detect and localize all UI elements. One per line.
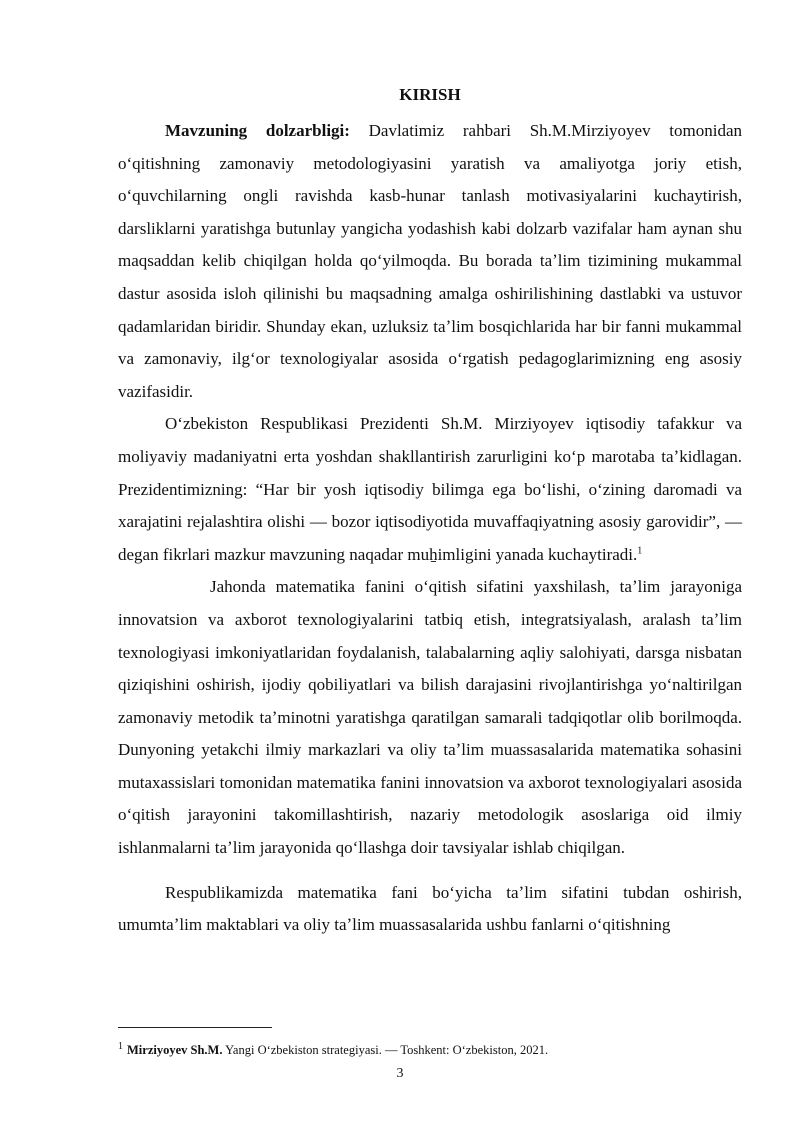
footnote (118, 1039, 742, 1058)
footnote-number: 1 (118, 1041, 123, 1052)
paragraph-world-research: Jahonda matematika fanini oʻqitish sifatini yaxshilash, taʼlim jarayoniga innovatsion va axborot texnologiyalarini tatbiq etish, integratsiyalash, aralash taʼlim texnologiyasi imkoniyatlaridan foydalanish, talabalarning aqliy salohiyati, darsga nisbatan qiziqishini oshirish, ijodiy qobiliyatlari va bilish darajasini rivojlantirishga yoʻnaltirilgan zamonaviy metodik taʼminotni yaratishga qaratilgan samarali tadqiqotlar olib borilmoqda. Dunyoning yetakchi ilmiy markazlari va oliy taʼlim muassasalarida matematika sohasini mutaxassislari tomonidan matematika fanini innovatsion va axborot texnologiyalari asosida oʻqitish jarayonini takomillashtirish, nazariy metodologik asoslariga oid ilmiy ishlanmalarni taʼlim jarayonida qoʻllashga doir tavsiyalar ishlab chiqilgan. (118, 577, 742, 858)
footnote-author: Mirziyoyev Sh.M. (127, 1043, 223, 1058)
paragraph-republic: Respublikamizda matematika fani boʻyicha taʼlim sifatini tubdan oshirish, umumtaʼlim maktablari va oliy taʼlim muassasalarida ushbu fanlarni oʻqitishning (118, 882, 742, 935)
document-body (118, 82, 742, 942)
footnote-reference[interactable]: 1 (637, 545, 643, 557)
relevance-label: Mavzuning dolzarbligi: (165, 121, 350, 140)
paragraph-president-quote (118, 408, 742, 571)
footnote-separator (118, 1027, 272, 1028)
page-number: 3 (396, 1066, 404, 1081)
paragraph-1-text: Davlatimiz rahbari Sh.M.Mirziyoyev tomonidan oʻqitishning zamonaviy metodologiyasini yaratish va amaliyotga joriy etish, oʻquvchilarning ongli ravishda kasb-hunar tanlash motivasiyalarini kuchaytirish, darsliklarni yaratishga butunlay yangicha yodashish kabi dolzarb vazifalar ham aynan shu maqsaddan kelib chiqilgan holda qoʻyilmoqda. Bu borada taʼlim tizimining mukammal dastur asosida isloh qilinishi bu maqsadning amalga oshirilishining dastlabki va ustuvor qadamlaridan biridir. Shunday ekan, uzluksiz taʼlim bosqichlarida har bir fanni mukammal va zamonaviy, ilgʻor texnologiyalar asosida oʻrgatish pedagoglarimizning eng asosiy vazifasidir. (118, 121, 743, 401)
paragraph-relevance (118, 115, 742, 408)
section-title: KIRISH (399, 85, 461, 104)
paragraph-2-text: Oʻzbekiston Respublikasi Prezidenti Sh.M. Mirziyoyev iqtisodiy tafakkur va moliyaviy madaniyatni erta yoshdan shakllantirish zarurligini koʻp marotaba taʼkidlagan. Prezidentimizning: “Har bir yosh iqtisodiy bilimga ega boʻlishi, oʻzining daromadi va xarajatini rejalashtira olishi — bozor iqtisodiyotida muvaffaqiyatning asosiy garovidir”, — degan fikrlari mazkur mavzuning naqadar muẖimligini yanada kuchaytiradi. (118, 414, 742, 564)
footnote-text: Yangi Oʻzbekiston strategiyasi. — Toshkent: Oʻzbekiston, 2021. (225, 1043, 549, 1058)
